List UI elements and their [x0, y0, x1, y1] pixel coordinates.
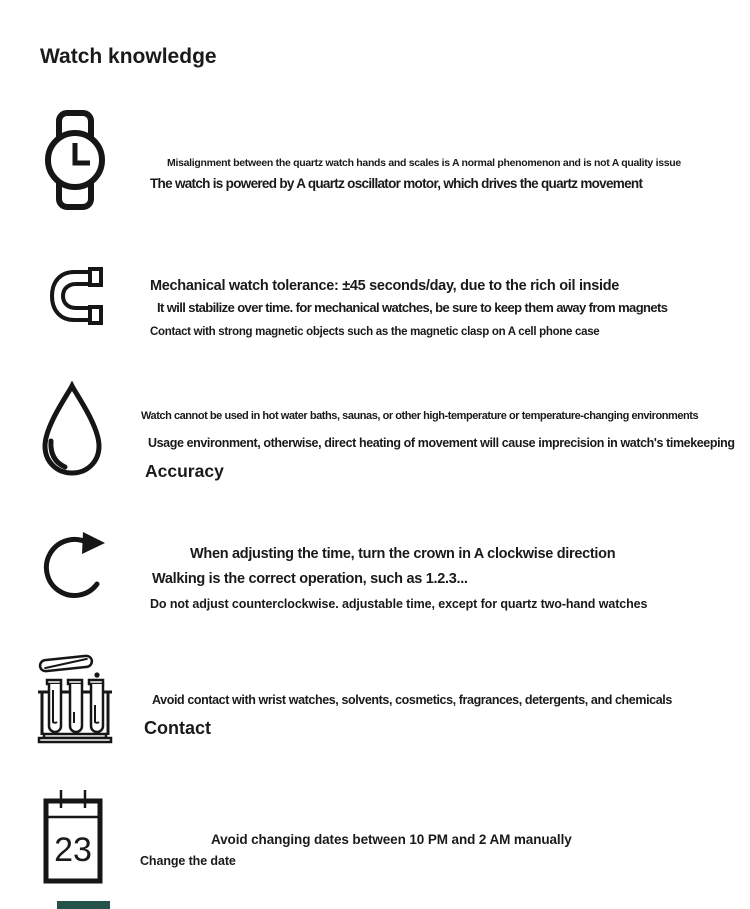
line: Do not adjust counterclockwise. adjustable time, except for quartz two-hand watches	[150, 596, 648, 611]
line: Usage environment, otherwise, direct heating of movement will cause imprecision in watch's timekeeping	[148, 435, 735, 450]
line: The watch is powered by A quartz oscillator motor, which drives the quartz movement	[150, 175, 643, 191]
line: It will stabilize over time. for mechanical watches, be sure to keep them away from magnets	[157, 300, 668, 315]
line: Mechanical watch tolerance: ±45 seconds/day, due to the rich oil inside	[150, 277, 620, 294]
bottom-accent-bar	[57, 901, 110, 909]
page-title: Watch knowledge	[40, 45, 217, 69]
line: Change the date	[140, 853, 236, 868]
line: Contact with strong magnetic objects such as the magnetic clasp on A cell phone case	[150, 325, 600, 338]
water-drop-icon	[38, 381, 106, 478]
line: Avoid changing dates between 10 PM and 2 AM manually	[211, 831, 572, 847]
line: Misalignment between the quartz watch hands and scales is A normal phenomenon and is not A quality issue	[167, 156, 681, 169]
line: When adjusting the time, turn the crown in A clockwise direction	[190, 545, 616, 562]
line: Watch cannot be used in hot water baths, saunas, or other high-temperature or temperature-changing environments	[141, 410, 699, 422]
section-heading: Accuracy	[145, 460, 224, 481]
test-tubes-icon	[36, 650, 114, 744]
calendar-icon	[42, 788, 104, 885]
line: Walking is the correct operation, such as 1.2.3...	[152, 570, 468, 587]
line: Avoid contact with wrist watches, solvents, cosmetics, fragrances, detergents, and chemicals	[152, 692, 672, 707]
clockwise-arrow-icon	[42, 526, 108, 606]
magnet-icon	[48, 265, 104, 327]
calendar-day-number: 23	[54, 831, 92, 869]
section-heading: Contact	[144, 718, 211, 738]
watch-icon	[45, 110, 105, 210]
